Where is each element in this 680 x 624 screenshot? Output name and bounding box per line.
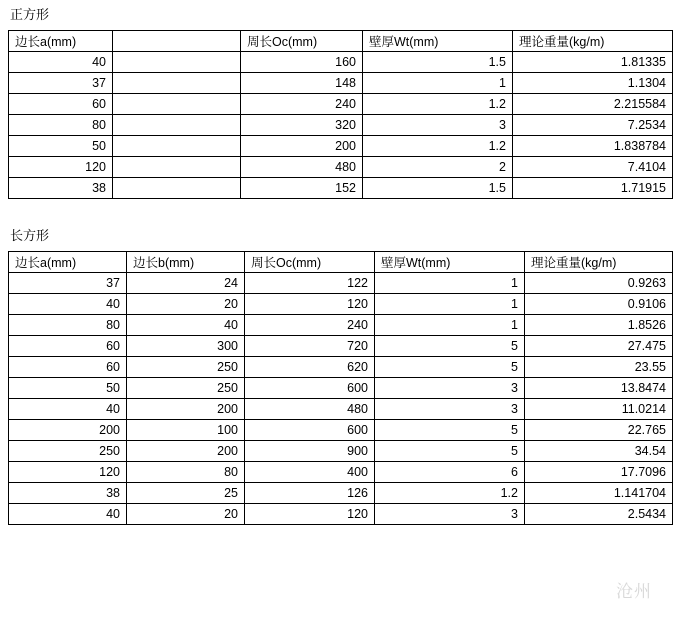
cell-wall-thickness: 1.5: [363, 52, 513, 73]
cell-blank: [113, 115, 241, 136]
cell-weight: 2.5434: [525, 504, 673, 525]
cell-side-a: 40: [9, 399, 127, 420]
rect-header-wall-thickness: 壁厚Wt(mm): [375, 252, 525, 273]
cell-side-b: 300: [127, 336, 245, 357]
cell-wall-thickness: 5: [375, 357, 525, 378]
rect-table-body: [9, 273, 673, 525]
cell-weight: 27.475: [525, 336, 673, 357]
cell-wall-thickness: 3: [375, 399, 525, 420]
cell-side-b: 20: [127, 504, 245, 525]
cell-side-a: 120: [9, 157, 113, 178]
cell-wall-thickness: 3: [375, 378, 525, 399]
rect-header-side-a: 边长a(mm): [9, 252, 127, 273]
cell-wall-thickness: 2: [363, 157, 513, 178]
cell-perimeter: 620: [245, 357, 375, 378]
rect-header-weight: 理论重量(kg/m): [525, 252, 673, 273]
rect-header-side-b: 边长b(mm): [127, 252, 245, 273]
cell-wall-thickness: 1.2: [363, 136, 513, 157]
table-row: [9, 52, 673, 73]
table-row: [9, 73, 673, 94]
cell-weight: 23.55: [525, 357, 673, 378]
cell-side-a: 250: [9, 441, 127, 462]
cell-blank: [113, 136, 241, 157]
cell-side-a: 200: [9, 420, 127, 441]
cell-side-a: 38: [9, 483, 127, 504]
cell-weight: 0.9263: [525, 273, 673, 294]
square-table: [8, 30, 673, 199]
cell-wall-thickness: 1.2: [363, 94, 513, 115]
cell-wall-thickness: 1: [375, 294, 525, 315]
square-header-wall-thickness: 壁厚Wt(mm): [363, 31, 513, 52]
cell-weight: 22.765: [525, 420, 673, 441]
cell-wall-thickness: 3: [375, 504, 525, 525]
rect-section-title: 长方形: [10, 228, 50, 243]
table-header-row: [9, 31, 673, 52]
cell-weight: 11.0214: [525, 399, 673, 420]
table-row: [9, 94, 673, 115]
cell-wall-thickness: 6: [375, 462, 525, 483]
cell-side-b: 250: [127, 378, 245, 399]
cell-weight: 1.8526: [525, 315, 673, 336]
cell-perimeter: 320: [241, 115, 363, 136]
cell-perimeter: 120: [245, 294, 375, 315]
cell-perimeter: 720: [245, 336, 375, 357]
square-header-perimeter: 周长Oc(mm): [241, 31, 363, 52]
table-row: [9, 315, 673, 336]
table-row: [9, 504, 673, 525]
cell-weight: 1.141704: [525, 483, 673, 504]
cell-side-a: 80: [9, 315, 127, 336]
cell-side-a: 37: [9, 273, 127, 294]
cell-side-a: 60: [9, 336, 127, 357]
cell-side-a: 80: [9, 115, 113, 136]
cell-side-b: 200: [127, 441, 245, 462]
cell-side-a: 120: [9, 462, 127, 483]
table-row: [9, 483, 673, 504]
rect-table: [8, 251, 673, 525]
cell-perimeter: 400: [245, 462, 375, 483]
cell-blank: [113, 73, 241, 94]
cell-perimeter: 480: [245, 399, 375, 420]
table-row: [9, 441, 673, 462]
cell-perimeter: 600: [245, 378, 375, 399]
section-divider: [8, 199, 672, 227]
cell-wall-thickness: 1: [375, 315, 525, 336]
cell-wall-thickness: 5: [375, 420, 525, 441]
square-section-title: 正方形: [10, 7, 50, 22]
cell-weight: 1.838784: [513, 136, 673, 157]
cell-weight: 2.215584: [513, 94, 673, 115]
cell-blank: [113, 94, 241, 115]
cell-wall-thickness: 3: [363, 115, 513, 136]
table-row: [9, 420, 673, 441]
cell-perimeter: 122: [245, 273, 375, 294]
cell-blank: [113, 157, 241, 178]
cell-wall-thickness: 1.5: [363, 178, 513, 199]
cell-weight: 1.1304: [513, 73, 673, 94]
cell-side-a: 37: [9, 73, 113, 94]
square-header-side-a: 边长a(mm): [9, 31, 113, 52]
table-row: [9, 273, 673, 294]
cell-wall-thickness: 1.2: [375, 483, 525, 504]
cell-weight: 13.8474: [525, 378, 673, 399]
cell-side-a: 50: [9, 136, 113, 157]
square-header-blank: [113, 31, 241, 52]
cell-side-a: 60: [9, 94, 113, 115]
cell-side-b: 40: [127, 315, 245, 336]
table-row: [9, 115, 673, 136]
rect-header-perimeter: 周长Oc(mm): [245, 252, 375, 273]
cell-weight: 34.54: [525, 441, 673, 462]
table-row: [9, 462, 673, 483]
cell-side-a: 40: [9, 504, 127, 525]
cell-side-b: 24: [127, 273, 245, 294]
cell-weight: 0.9106: [525, 294, 673, 315]
cell-weight: 7.2534: [513, 115, 673, 136]
table-header-row: [9, 252, 673, 273]
cell-blank: [113, 178, 241, 199]
cell-side-b: 250: [127, 357, 245, 378]
table-row: [9, 178, 673, 199]
cell-perimeter: 148: [241, 73, 363, 94]
cell-wall-thickness: 1: [363, 73, 513, 94]
cell-side-a: 38: [9, 178, 113, 199]
cell-perimeter: 900: [245, 441, 375, 462]
cell-side-b: 25: [127, 483, 245, 504]
cell-perimeter: 152: [241, 178, 363, 199]
cell-side-b: 20: [127, 294, 245, 315]
cell-perimeter: 480: [241, 157, 363, 178]
cell-perimeter: 240: [245, 315, 375, 336]
cell-side-b: 200: [127, 399, 245, 420]
table-row: [9, 336, 673, 357]
table-row: [9, 357, 673, 378]
cell-side-a: 60: [9, 357, 127, 378]
table-row: [9, 136, 673, 157]
cell-perimeter: 160: [241, 52, 363, 73]
cell-side-b: 100: [127, 420, 245, 441]
table-row: [9, 294, 673, 315]
cell-blank: [113, 52, 241, 73]
cell-perimeter: 600: [245, 420, 375, 441]
cell-perimeter: 240: [241, 94, 363, 115]
table-row: [9, 378, 673, 399]
cell-side-a: 40: [9, 52, 113, 73]
cell-perimeter: 126: [245, 483, 375, 504]
cell-side-b: 80: [127, 462, 245, 483]
cell-weight: 7.4104: [513, 157, 673, 178]
cell-perimeter: 120: [245, 504, 375, 525]
cell-weight: 1.71915: [513, 178, 673, 199]
cell-side-a: 40: [9, 294, 127, 315]
cell-weight: 17.7096: [525, 462, 673, 483]
table-row: [9, 157, 673, 178]
cell-perimeter: 200: [241, 136, 363, 157]
cell-side-a: 50: [9, 378, 127, 399]
cell-wall-thickness: 1: [375, 273, 525, 294]
square-header-weight: 理论重量(kg/m): [513, 31, 673, 52]
table-row: [9, 399, 673, 420]
cell-wall-thickness: 5: [375, 336, 525, 357]
cell-wall-thickness: 5: [375, 441, 525, 462]
cell-weight: 1.81335: [513, 52, 673, 73]
square-table-body: [9, 52, 673, 199]
watermark: 沧州: [616, 582, 652, 601]
